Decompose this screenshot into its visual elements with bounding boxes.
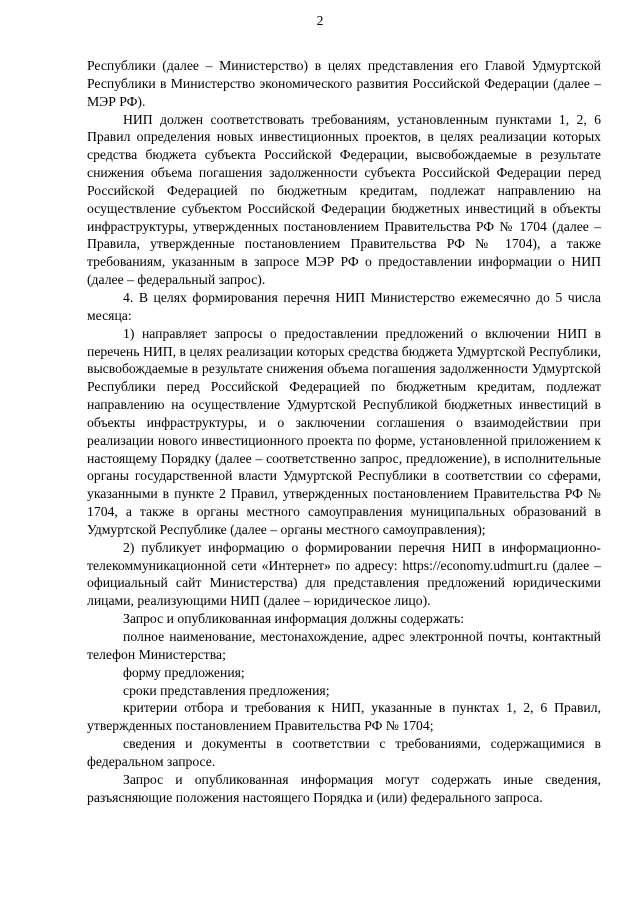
- paragraph-additional-info: Запрос и опубликованная информация могут содержать иные сведения, разъясняющие положения настоящего Порядка и (или) федерального запроса.: [87, 771, 601, 805]
- paragraph-continuation: Республики (далее – Министерство) в целях представления его Главой Удмуртской Республики в Министерство экономического развития Российской Федерации (далее – МЭР РФ).: [87, 58, 601, 109]
- paragraph-contact-info: полное наименование, местонахождение, адрес электронной почты, контактный телефон Министерства;: [87, 629, 601, 662]
- paragraph-item-2: 2) публикует информацию о формировании перечня НИП в информационно-телекоммуникационной сети «Интернет» по адресу: https://economy.udmurt.ru (далее – официальный сайт Министерства) для представления предложений юридическими лицами, реализующими НИП (далее – юридическое лицо).: [87, 539, 601, 609]
- paragraph-item-1: 1) направляет запросы о предоставлении предложений о включении НИП в перечень НИП, в целях реализации которых средства бюджета Удмуртской Республики, высвобождаемые в результате снижения объема погашения задолженности Удмуртской Республики перед Российской Федерацией по бюджетным кредитам, подлежат направлению на осуществление Удмуртской Республикой бюджетных инвестиций в объекты инфраструктуры, и о заключении соглашения о взаимодействии при реализации нового инвестиционного проекта по форме, установленной приложением к настоящему Порядку (далее – соответственно запрос, предложение), в исполнительные органы государственной власти Удмуртской Республики в соответствии со сферами, указанными в пункте 2 Правил, утвержденных постановлением Правительства РФ № 1704, а также в органы местного самоуправления муниципальных образований в Удмуртской Республике (далее – органы местного самоуправления);: [87, 325, 601, 537]
- paragraph-proposal-form: форму предложения;: [123, 664, 245, 680]
- paragraph-section-4: 4. В целях формирования перечня НИП Министерство ежемесячно до 5 числа месяца:: [87, 289, 601, 323]
- paragraph-deadlines: сроки представления предложения;: [123, 682, 330, 698]
- paragraph-nip-requirements: НИП должен соответствовать требованиям, установленным пунктами 1, 2, 6 Правил определения новых инвестиционных проектов, в целях реализации которых средства бюджета субъекта Российской Федерации, высвобождаемые в результате снижения объема погашения задолженности субъекта Российской Федерации перед Российской Федерацией по бюджетным кредитам, подлежат направлению на осуществление субъектом Российской Федерации бюджетных инвестиций в объекты инфраструктуры, утвержденных постановлением Правительства РФ № 1704 (далее – Правила, утвержденные постановлением Правительства РФ № 1704), а также требованиям, указанным в запросе МЭР РФ о предоставлении информации о НИП (далее – федеральный запрос).: [87, 111, 601, 288]
- paragraph-criteria: критерии отбора и требования к НИП, указанные в пунктах 1, 2, 6 Правил, утвержденных постановлением Правительства РФ № 1704;: [87, 700, 601, 734]
- page-number: 2: [316, 13, 324, 28]
- document-body: [87, 57, 601, 806]
- paragraph-request-contents: Запрос и опубликованная информация должны содержать:: [123, 611, 465, 627]
- paragraph-documents: сведения и документы в соответствии с требованиями, содержащимися в федеральном запросе.: [87, 736, 601, 769]
